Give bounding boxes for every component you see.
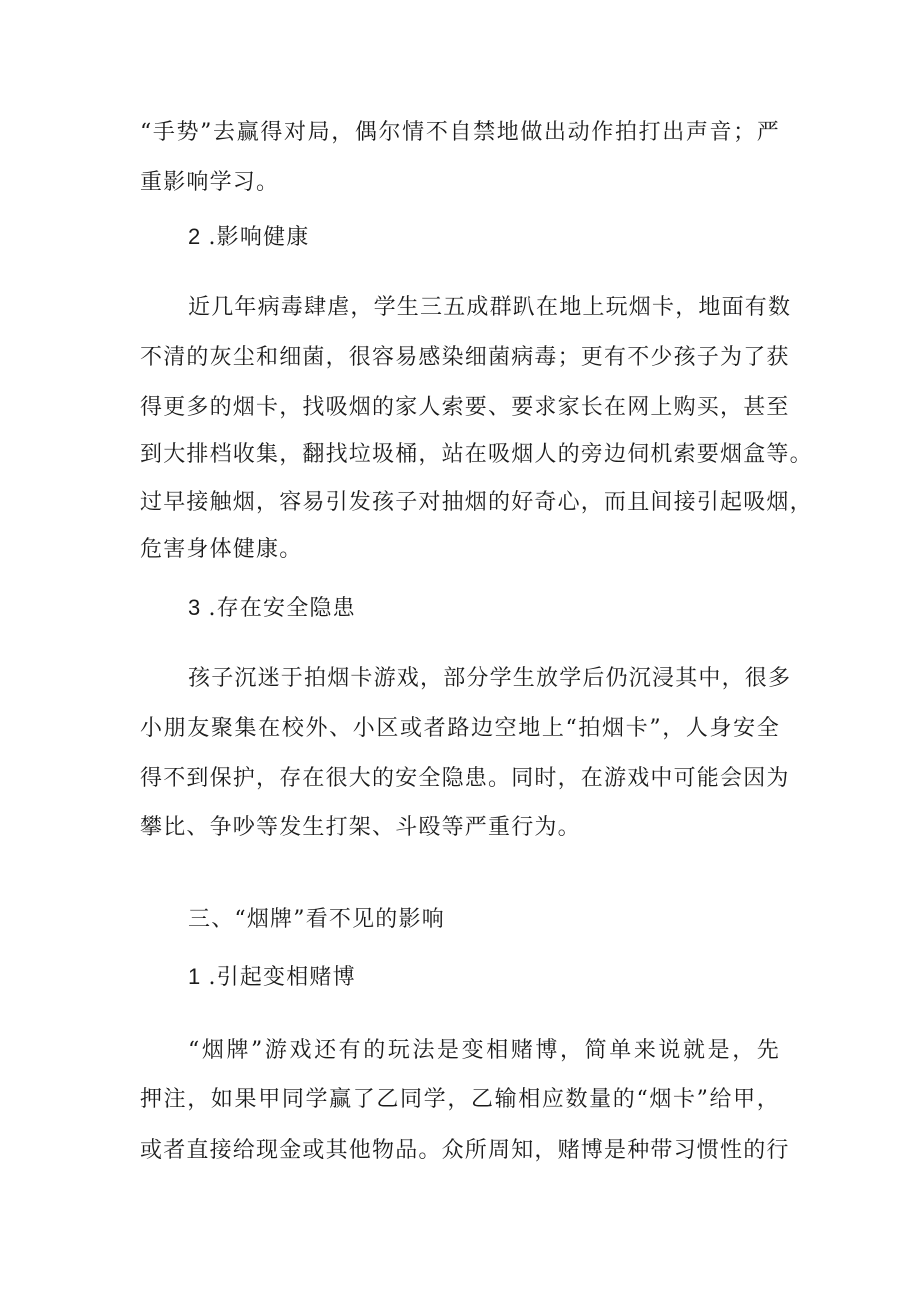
subheading-text: .影响健康	[200, 225, 310, 250]
paragraph-line: 得更多的烟卡，找吸烟的家人索要、要求家长在网上购买，甚至	[140, 395, 790, 420]
paragraph-line: “烟牌”游戏还有的玩法是变相赌博，简单来说就是，先	[188, 1038, 780, 1063]
section-title: 三、“烟牌”看不见的影响	[188, 907, 445, 932]
subheading-safety	[188, 593, 356, 624]
subheading-health	[188, 222, 309, 253]
paragraph-line: 危害身体健康。	[140, 537, 303, 562]
subheading-text: .引起变相赌博	[200, 965, 356, 990]
paragraph-line: 过早接触烟，容易引发孩子对抽烟的好奇心，而且间接引起吸烟，	[140, 490, 813, 515]
paragraph-line: 押注，如果甲同学赢了乙同学，乙输相应数量的“烟卡”给甲，	[140, 1087, 780, 1112]
paragraph-line: 得不到保护，存在很大的安全隐患。同时，在游戏中可能会因为	[140, 766, 790, 791]
subheading-text: .存在安全隐患	[200, 596, 356, 621]
subheading-gambling	[188, 962, 356, 993]
paragraph-line: 孩子沉迷于拍烟卡游戏，部分学生放学后仍沉浸其中，很多	[188, 666, 792, 691]
paragraph-line: 到大排档收集，翻找垃圾桶，站在吸烟人的旁边伺机索要烟盒等。	[140, 442, 813, 467]
paragraph-line: 小朋友聚集在校外、小区或者路边空地上“拍烟卡”，人身安全	[140, 716, 780, 741]
subheading-number: 2	[188, 224, 201, 249]
paragraph-line: 重影响学习。	[140, 170, 280, 195]
subheading-number: 3	[188, 595, 201, 620]
subheading-number: 1	[188, 964, 201, 989]
paragraph-line: 近几年病毒肆虐，学生三五成群趴在地上玩烟卡，地面有数	[188, 295, 792, 320]
paragraph-line: “手势”去赢得对局，偶尔情不自禁地做出动作拍打出声音；严	[140, 120, 780, 145]
paragraph-line: 攀比、争吵等发生打架、斗殴等严重行为。	[140, 815, 581, 840]
paragraph-line: 不清的灰尘和细菌，很容易感染细菌病毒；更有不少孩子为了获	[140, 345, 790, 370]
paragraph-line: 或者直接给现金或其他物品。众所周知，赌博是种带习惯性的行	[140, 1138, 790, 1163]
